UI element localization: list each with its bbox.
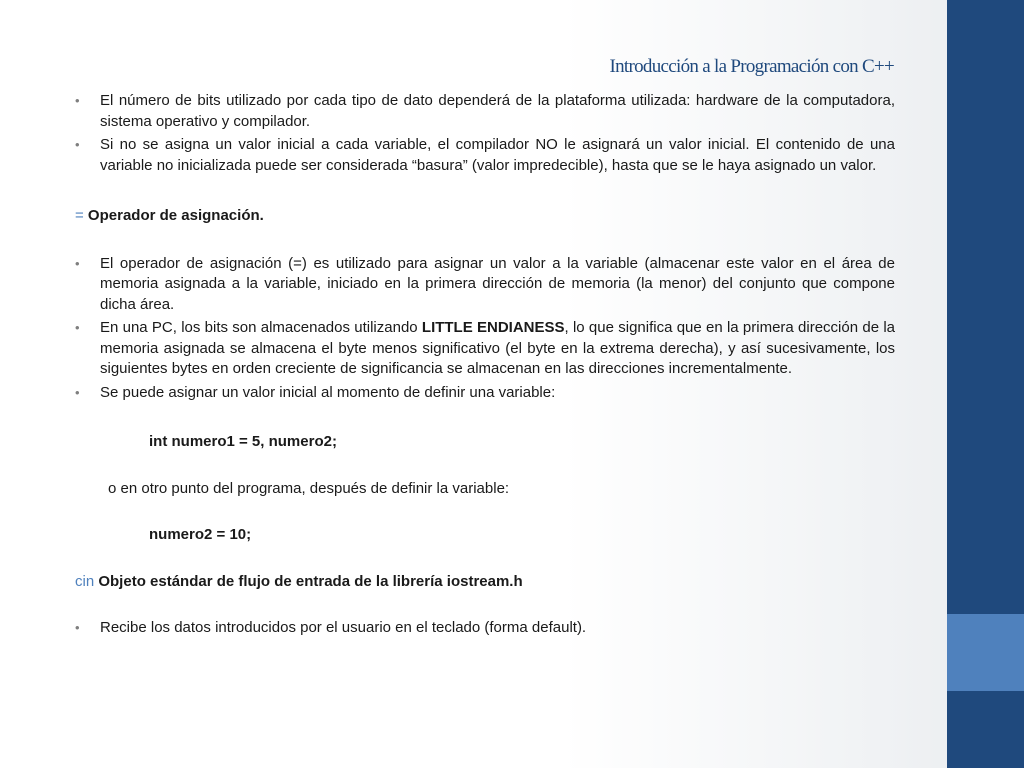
note-text: o en otro punto del programa, después de definir la variable: (108, 479, 510, 497)
bullet-item: • El operador de asignación (=) es utilizado para asignar un valor a la variable (almacenar este valor en el área de memoria asignada a la variable, iniciado en la primera dirección de memoria (la menor) del conjunto que compone dicha área. (75, 254, 895, 316)
side-decoration-block (947, 614, 1024, 691)
code-line-assignment: numero2 = 10; (149, 526, 252, 543)
slide-content (75, 91, 895, 642)
bullet-item: • El número de bits utilizado por cada tipo de dato dependerá de la plataforma utilizada: hardware de la computadora, sistema operativo y compilador. (75, 91, 895, 132)
bullet-item-endianness (75, 318, 895, 380)
bullet-item: • Se puede asignar un valor inicial al momento de definir una variable: (75, 383, 895, 404)
endian-text-after: , lo que significa que en la primera dirección de la memoria asignada se almacena el byte menos significativo (el byte en la extrema derecha), y así sucesivamente, los siguientes bytes en orden creciente de significancia se almacenan en las direcciones incrementalmente. (100, 319, 895, 377)
section-heading-assignment (75, 206, 895, 227)
bullet-item: • Recibe los datos introducidos por el usuario en el teclado (forma default). (75, 618, 895, 639)
slide-title: Introducción a la Programación con C++ (609, 56, 894, 77)
cin-keyword: cin (75, 572, 95, 590)
section-heading-cin (75, 572, 895, 593)
endian-text-before: En una PC, los bits son almacenados utilizando (100, 319, 422, 336)
assignment-heading-text: Operador de asignación. (83, 207, 264, 224)
endian-bold-term: LITTLE ENDIANESS (421, 319, 565, 336)
code-line-declaration: int numero1 = 5, numero2; (149, 433, 337, 450)
bullet-item: • Si no se asigna un valor inicial a cada variable, el compilador NO le asignará un valor inicial. El contenido de una variable no inicializada puede ser considerada “basura” (valor impredecible), hasta que se le haya asignado un valor. (75, 135, 895, 176)
assignment-symbol: = (75, 207, 84, 224)
cin-heading-text: Objeto estándar de flujo de entrada de la librería iostream.h (94, 572, 523, 590)
